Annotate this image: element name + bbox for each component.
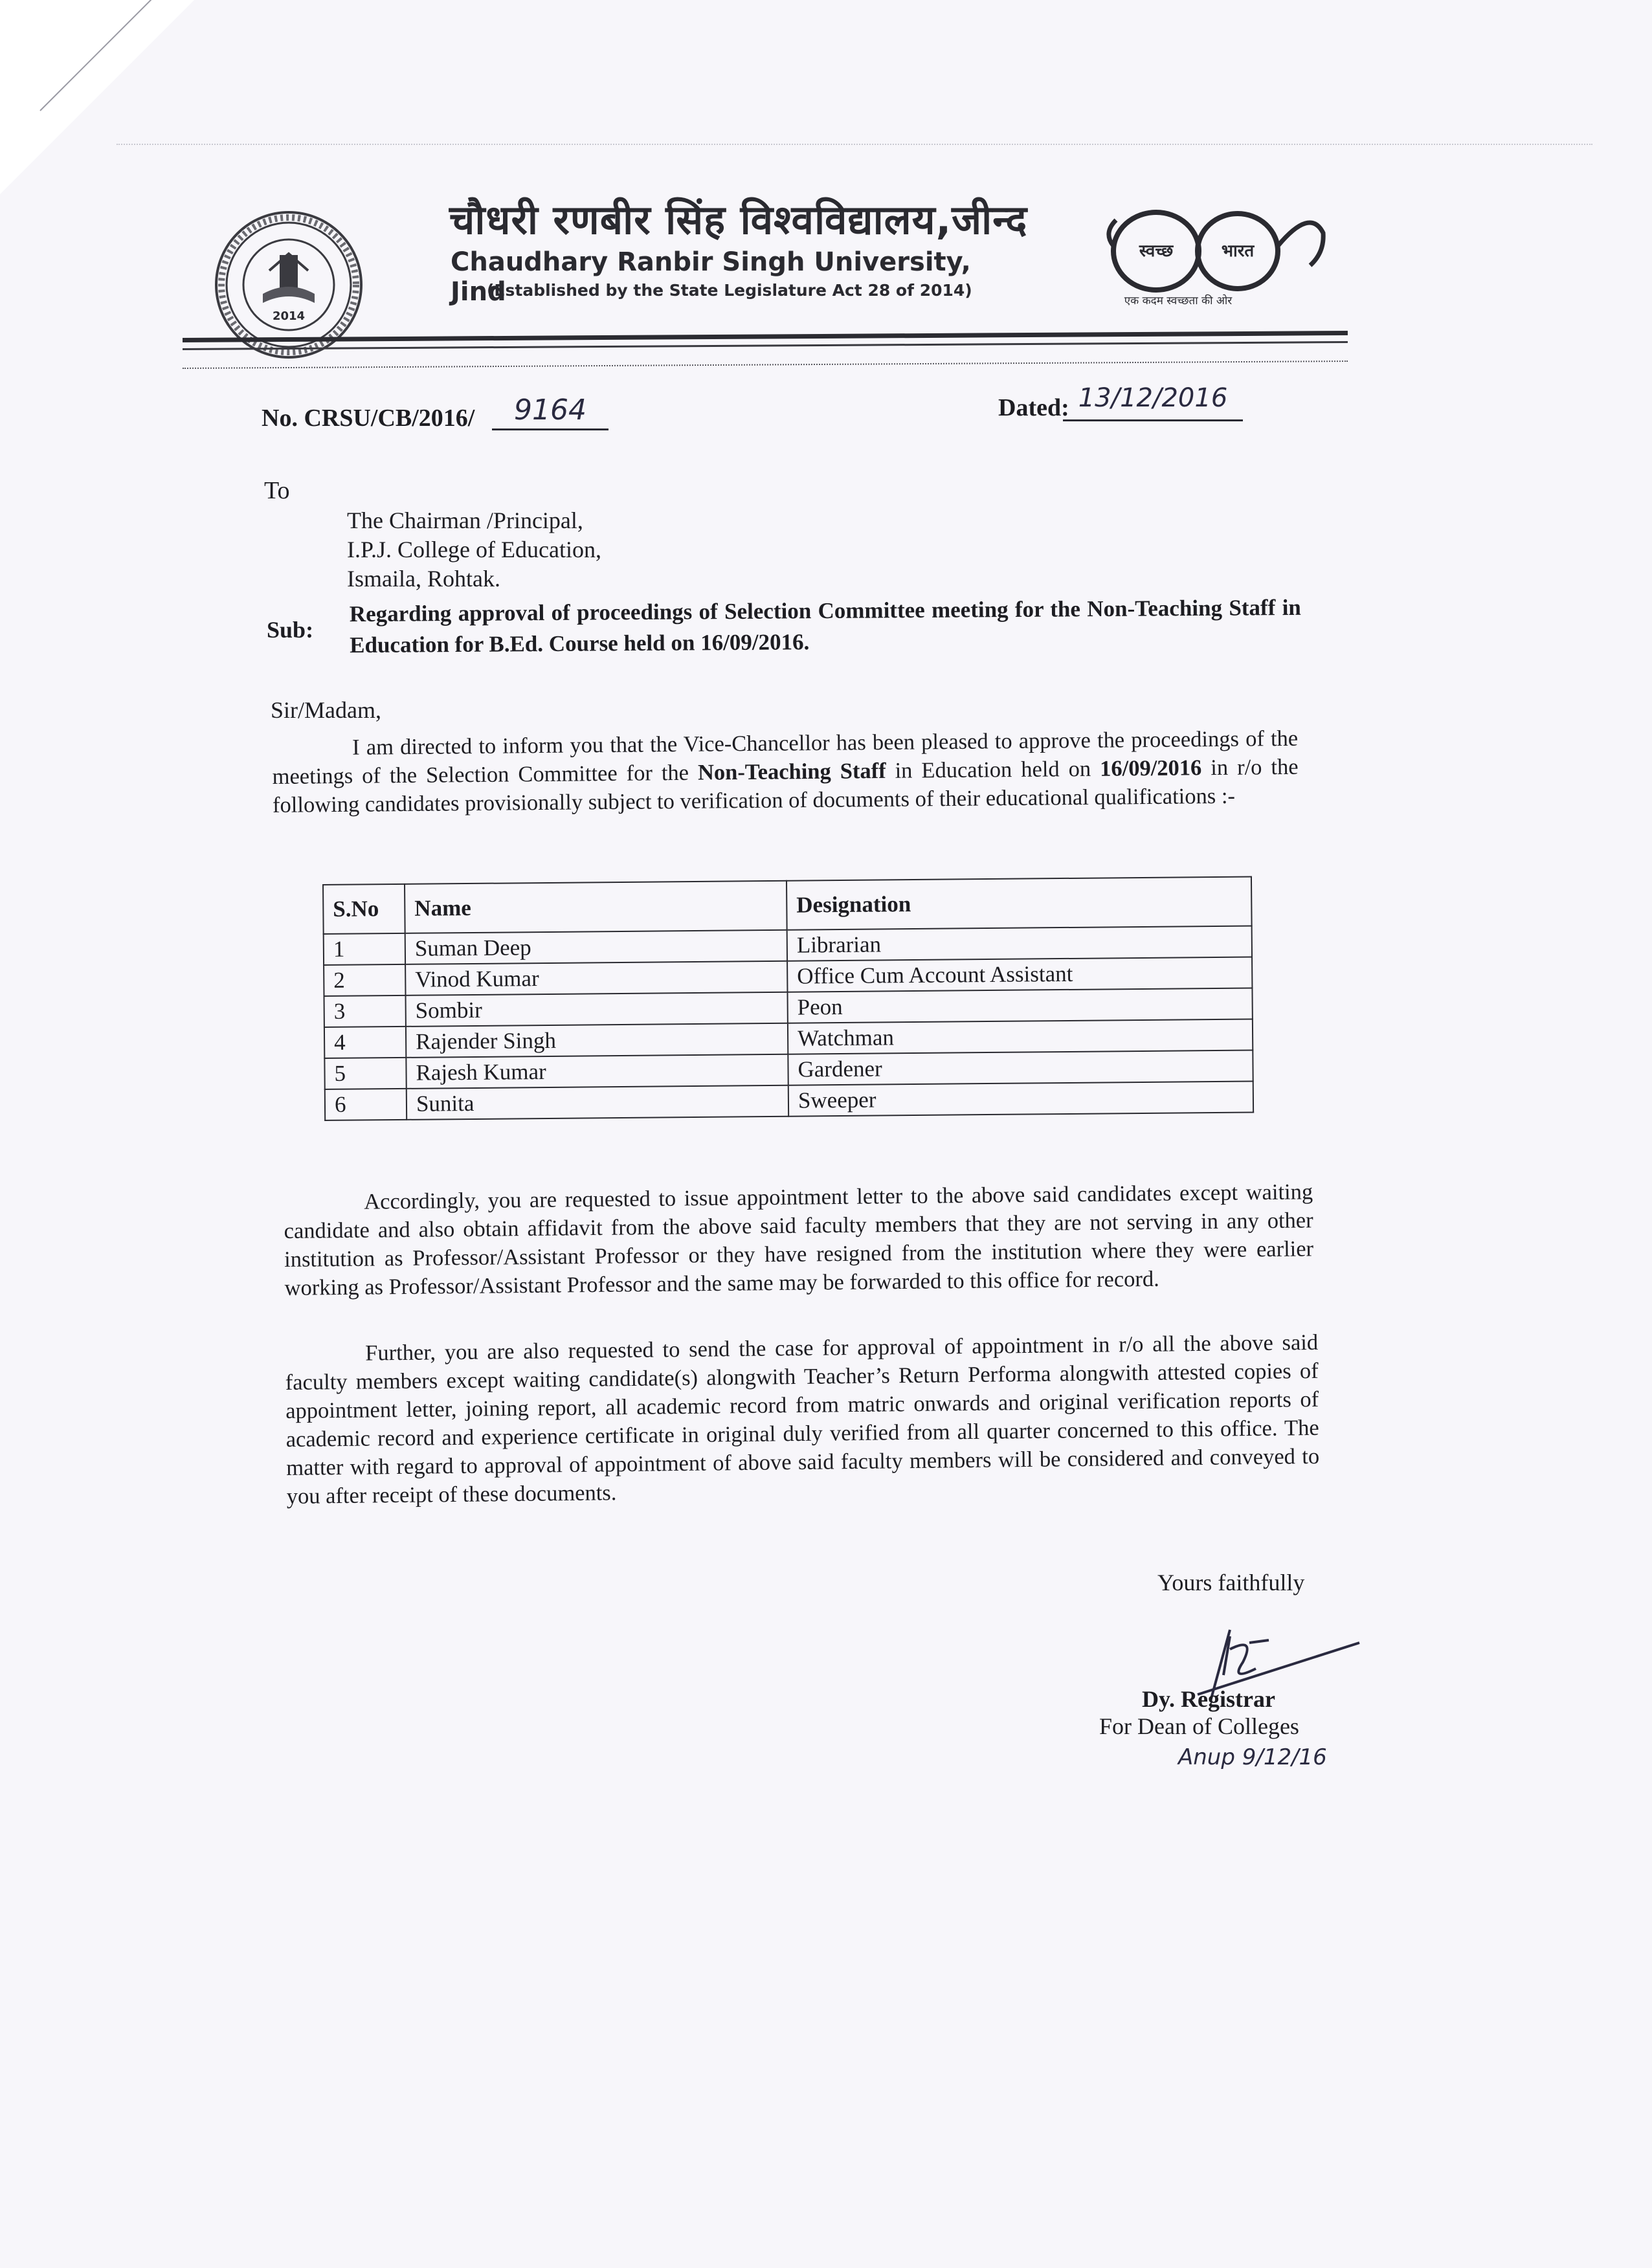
- column-header-sno: S.No: [323, 884, 405, 934]
- candidates-table: [322, 876, 1254, 1121]
- body-paragraph-1: I am directed to inform you that the Vice-Chancellor has been pleased to approve the proceedings of the meetings of the Selection Committee for the Non-Teaching Staff in Education held on 16/09/2016 in r/o the following candidates provisionally subject to verification of documents of their educational qualifications :-: [272, 726, 1299, 817]
- reference-row: [262, 383, 1271, 439]
- cell-name: Sunita: [407, 1085, 788, 1120]
- dated-label: Dated:: [998, 394, 1069, 421]
- salutation: Sir/Madam,: [271, 697, 381, 723]
- cell-sno: 5: [324, 1058, 406, 1089]
- address-line: The Chairman /Principal,: [347, 507, 583, 533]
- recipient-address: [347, 506, 601, 594]
- scan-edge-line: [117, 144, 1592, 145]
- cell-sno: 3: [324, 995, 406, 1027]
- table-header-row: [323, 876, 1252, 934]
- initials-handwritten: [1176, 1732, 1337, 1784]
- swachh-tagline: एक कदम स्वच्छता की ओर: [1124, 295, 1233, 307]
- cell-name: Rajender Singh: [406, 1023, 788, 1058]
- column-header-designation: Designation: [787, 876, 1252, 929]
- cell-designation: Office Cum Account Assistant: [787, 957, 1252, 992]
- cell-name: Sombir: [406, 992, 788, 1027]
- svg-text:Anup 9/12/16: Anup 9/12/16: [1178, 1744, 1327, 1770]
- to-label: To: [264, 477, 290, 504]
- cell-sno: 4: [324, 1027, 406, 1058]
- address-line: Ismaila, Rohtak.: [347, 566, 500, 592]
- date-handwritten: 13/12/2016: [1063, 383, 1243, 421]
- signatory-for: For Dean of Colleges: [1099, 1713, 1299, 1739]
- signatory-title: Dy. Registrar: [1142, 1686, 1275, 1712]
- cell-designation: Watchman: [788, 1019, 1253, 1054]
- establishment-note: (Established by the State Legislature Act 28 of 2014): [487, 281, 972, 300]
- cell-sno: 2: [324, 964, 405, 996]
- subject-label: Sub:: [267, 617, 314, 643]
- cell-name: Vinod Kumar: [405, 961, 787, 995]
- svg-text:स्वच्छ: स्वच्छ: [1139, 241, 1174, 261]
- folded-corner: [0, 0, 194, 194]
- cell-name: Suman Deep: [405, 930, 787, 964]
- closing-text: Yours faithfully: [1157, 1570, 1305, 1595]
- cell-designation: Sweeper: [788, 1081, 1253, 1116]
- svg-text:भारत: भारत: [1221, 241, 1255, 261]
- column-header-name: Name: [405, 881, 787, 933]
- university-name-english: Chaudhary Ranbir Singh University, Jind: [451, 247, 971, 307]
- subject-text: Regarding approval of proceedings of Selection Committee meeting for the Non-Teaching Staff in Education for B.Ed. Course held on 16/09/2016.: [349, 594, 1301, 658]
- cell-designation: Librarian: [787, 926, 1252, 961]
- letterhead-dotted-rule: [183, 361, 1348, 369]
- cell-designation: Gardener: [788, 1050, 1253, 1085]
- reference-number-handwritten: 9164: [492, 394, 608, 430]
- address-line: I.P.J. College of Education,: [347, 537, 601, 562]
- cell-sno: 6: [325, 1089, 407, 1120]
- cell-name: Rajesh Kumar: [406, 1054, 788, 1089]
- cell-designation: Peon: [787, 988, 1252, 1023]
- svg-text:2014: 2014: [272, 309, 306, 323]
- body-paragraph-3: Further, you are also requested to send the case for approval of appointment in r/o all the above said faculty members except waiting candidate(s) alongwith Teacher’s Return Performa alongwith attested copies of appointment letter, joining report, all academic record from matric onwards and original verification reports of academic record and experience certificate in original duly verified from all quarter concerned to this office. The matter with regard to approval of appointment of above said faculty members will be considered and conveyed to you after receipt of these documents.: [285, 1329, 1320, 1509]
- cell-sno: 1: [324, 933, 405, 965]
- university-name-hindi: चौधरी रणबीर सिंह विश्वविद्यालय,जीन्द: [449, 196, 1028, 243]
- body-paragraph-2: Accordingly, you are requested to issue appointment letter to the above said candidates except waiting candidate and also obtain affidavit from the above said faculty members that they are not serving in any other institution as Professor/Assistant Professor or they have resigned from the institution where they were earlier working as Professor/Assistant Professor and the same may be forwarded to this office for record.: [284, 1179, 1314, 1300]
- reference-number-label: No. CRSU/CB/2016/: [262, 405, 475, 432]
